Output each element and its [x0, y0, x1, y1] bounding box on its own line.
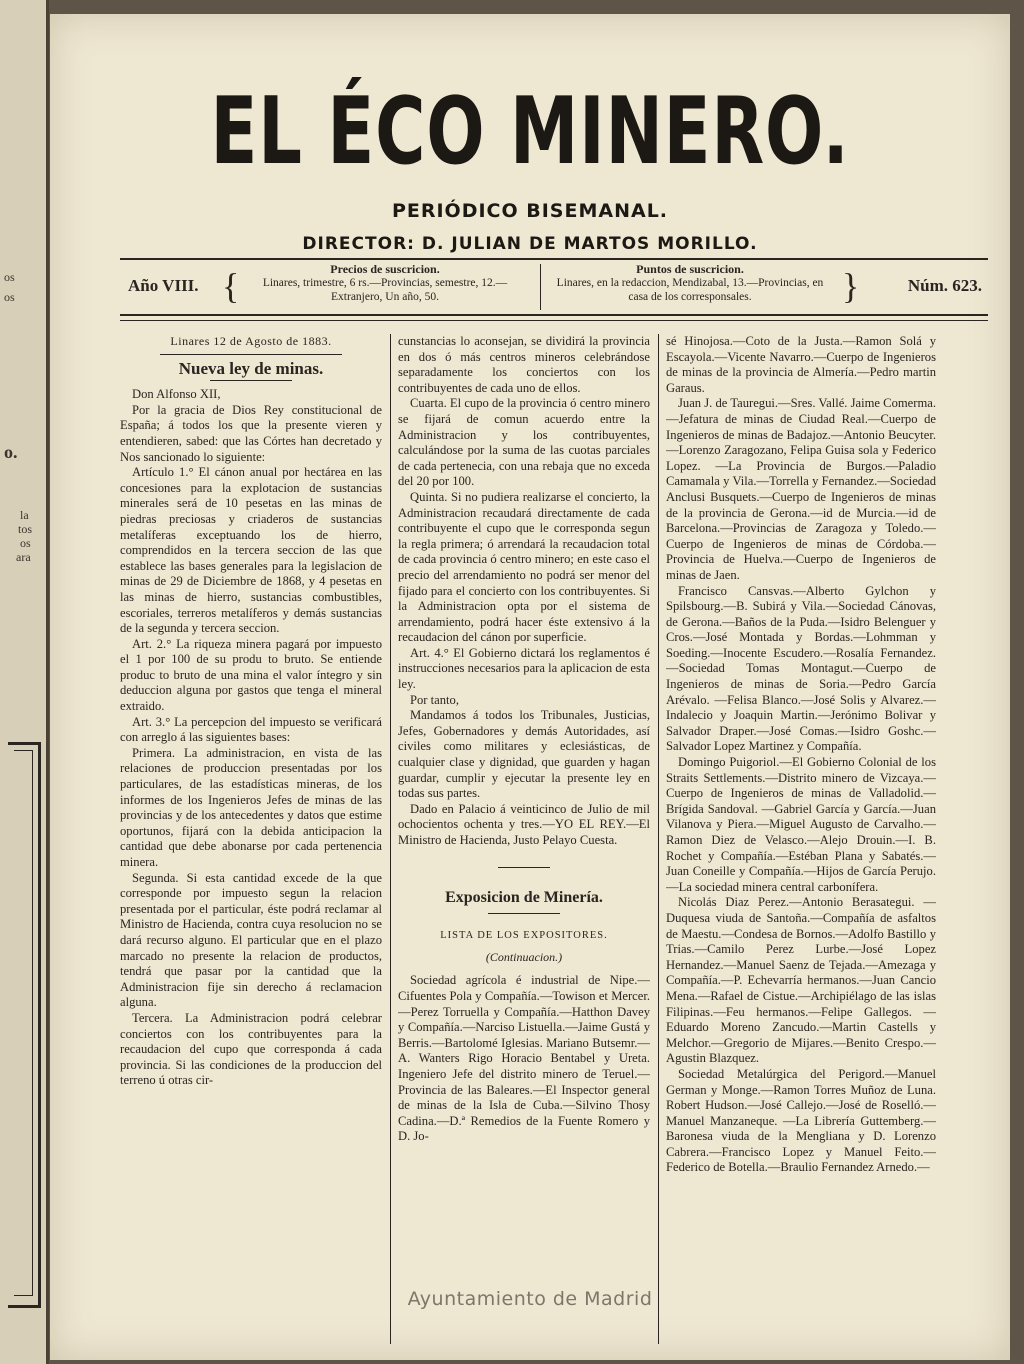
list-caption: LISTA DE LOS EXPOSITORES. [440, 930, 608, 942]
article-paragraph: cunstancias lo aconsejan, se dividirá la provincia en dos ó más centros mineros celebrándose separadamente los conciertos con los contribuyentes de cada uno de ellos. [398, 334, 650, 395]
strip-fragment: la [20, 508, 29, 522]
exhibitor-list: Francisco Cansvas.—Alberto Gylchon y Spilsbourg.—B. Subirá y Vila.—Sociedad Cánovas, de Gerona.—Baños de la Puda.—Isidro Belenguer y Cros.—José Montada y Bordas.—Lohmman y Soeding.—Inocente Escudero.—Rosalía Fernandez.—Sociedad Tomas Montagut.—Cuerpo de Ingenieros de minas de Soria.—Pedro García Arévalo. —Felisa Blanco.—José Solis y Alvarez.—Indalecio y Joaquin Martin.—Jerónimo Bolivar y Salvador Draper.—José Comas.—Isidro Goshc.—Salvador Lopez Martinez y Compañía. [666, 583, 936, 754]
column-1 [120, 334, 382, 1354]
strip-fragment: os [4, 270, 15, 284]
article-paragraph: Segunda. Si esta cantidad excede de la que corresponde por impuesto segun la relacion presentada por el particular, éste podrá reclamar al Ministro de Hacienda, contra cuya resolucion no se dará recurso alguno. El particular que en el plazo marcado no presente la relacion de productos, tendrá que pasar por la cantidad que la Administracion fije sin derecho á reclamacion alguna. [120, 870, 382, 1010]
newspaper-title: EL ÉCO MINERO. [210, 76, 850, 185]
brace-glyph: { [222, 266, 240, 306]
article-paragraph: Por la gracia de Dios Rey constitucional de España; á todos los que la presente vieren y entendieren, sabed: que las Córtes han decretado y Nos sancionado lo siguiente: [120, 402, 382, 464]
info-bar [120, 262, 988, 312]
strip-fragment: o. [4, 442, 18, 462]
newspaper-page [50, 14, 1010, 1360]
column-2 [398, 334, 650, 1354]
brace-glyph: } [842, 266, 860, 306]
exhibitor-list: Sociedad agrícola é industrial de Nipe.—Cifuentes Pola y Compañía.—Towison et Mercer.—Perez Torruella y Compañía.—Hatthon Davey y Compañía.—Narciso Listuella.—Jaime Gustá y Berris.—Bartolomé Iglesias. Mariano Butsemr.—A. Wanters Rigo Horacio Bentabel y Ureta. Ingeniero Jefe del distrito minero de Teruel.—Provincia de las Baleares.—El Inspector general de minas de la Isla de Cuba.—Silvino Thosy Cadina.—D.ª Remedios de la Fuente Romero y D. Jo- [398, 973, 650, 1144]
issue-number: Núm. 623. [907, 276, 982, 295]
article-paragraph: Art. 2.° La riqueza minera pagará por impuesto el 1 por 100 de su produ to bruto. Se entiende produc to bruto de una mina el valor íntegro y sin deduccion alguna por gastos que tenga el mineral extraido. [120, 636, 382, 714]
column-3 [666, 334, 936, 1354]
article-paragraph: Don Alfonso XII, [132, 387, 221, 402]
info-divider [540, 264, 541, 310]
article-paragraph: Artículo 1.° El cánon anual por hectárea en las concesiones para la explotacion de sustancias minerales será de 10 pesetas en las minas de piedras preciosas y criaderos de sustancias metalíferas exceptuando los de hierro, comprendidos en la tercera seccion de las que establece las bases generales para la legislacion de minas de 29 de Diciembre de 1868, y 4 pesetas en las minas de hierro, sustancias combustibles, escoriales, terreros metalíferos y demás sustancias de la segunda y tercera seccion. [120, 465, 382, 636]
article-paragraph: Art. 3.° La percepcion del impuesto se verificará con arreglo á las siguientes bases: [120, 714, 382, 745]
exhibitor-list: sé Hinojosa.—Coto de la Justa.—Ramon Solá y Escayola.—Vicente Navarro.—Cuerpo de Ingenieros de minas de la provincia de Almería.—Pedro martin Garaus. [666, 334, 936, 395]
strip-fragment: os [20, 536, 31, 550]
newspaper-subtitle: PERIÓDICO BISEMANAL. [391, 200, 669, 222]
article-paragraph: Quinta. Si no pudiera realizarse el concierto, la Administracion recaudará directamente de cada contribuyente el cupo que le corresponda segun la regla primera; ó arrendará la recaudacion total de cada provincia ó centro minero; en este caso el precio del arrendamiento no podrá ser menor del fijado para el concierto con los contribuyentes. Si la Administracion opta por el sistema de arrendamiento, podrá hacer éste extensivo á la recaudacion del cánon por superficie. [398, 489, 650, 645]
exhibitor-list: Sociedad Metalúrgica del Perigord.—Manuel German y Monge.—Ramon Torres Muñoz de Luna. Robert Hudson.—José Callejo.—José de Roselló.—Manuel Manzaneque. —La Librería Guttemberg.—Baronesa viuda de la Mengliana y D. Lorenzo Cabrera.—Francisco Lopez y Manuel Feito.—Federico de Botella.—Braulio Fernandez Arnedo.— [666, 1066, 936, 1175]
subscription-prices [240, 262, 530, 304]
ornamental-frame-inner [14, 750, 33, 1296]
article-paragraph: Mandamos á todos los Tribunales, Justicias, Jefes, Gobernadores y demás Autoridades, así civiles como militares y eclesiásticas, de cualquier clase y dignidad, que guarden y hagan guardar, cumplir y ejecutar la presente ley en todas sus partes. [398, 708, 650, 801]
subscription-points [550, 262, 830, 304]
strip-fragment: os [4, 290, 15, 304]
info-bottom-rule-thin [120, 320, 988, 321]
heading-rule [210, 380, 292, 381]
article-paragraph: Dado en Palacio á veinticinco de Julio de mil ochocientos ochenta y tres.—YO EL REY.—El Ministro de Hacienda, Justo Pelayo Cuesta. [398, 801, 650, 847]
article-paragraph: Art. 4.° El Gobierno dictará los reglamentos é instrucciones necesarios para la aplicacion de esta ley. [398, 645, 650, 692]
column-divider [658, 334, 659, 1344]
exhibitor-list: Juan J. de Tauregui.—Sres. Vallé. Jaime Comerma.—Jefatura de minas de Ciudad Real.—Cuerpo de Ingenieros de minas de Badajoz.—Antonio Beucyter.—Lorenzo Zaragozano, Felipa Guisa sola y Federico Lopez. —La Provincia de Burgos.—Paladio Camamala y Vila.—Torrella y Fernandez.—Sociedad Anclusi Busquets.—Cuerpo de Ingenieros de minas de la provincia de Gerona.—id de Murcia.—id de Barcelona.—Provincias de Zaragoza y Toledo.—Cuerpo de Ingenieros de minas de Córdoba.—Provincia de Huelva.—Cuerpo de Ingenieros de minas de Jaen. [666, 396, 936, 582]
points-text: Linares, en la redaccion, Mendizabal, 13.—Provincias, en casa de los corresponsales. [556, 277, 824, 303]
continuation-note: (Continuacion.) [485, 949, 563, 964]
dateline: Linares 12 de Agosto de 1883. [170, 334, 332, 348]
heading-rule [488, 913, 560, 914]
prices-title: Precios de suscricion. [330, 262, 440, 276]
adjacent-page-strip [0, 0, 49, 1364]
article-heading: Nueva ley de minas. [178, 358, 324, 378]
exhibitor-list: Domingo Puigoriol.—El Gobierno Colonial de los Straits Settlements.—Distrito minero de Vizcaya.—Cuerpo de Ingenieros de minas de Valladolid.—Brígida Sandoval. —Gabriel García y García.—Juan Vilanova y Piera.—Miguel Augusto de Carvalho.—Ramon Diez de Velasco.—Alejo Drouin.—I. B. Rochet y Compañía.—Estéban Plana y Sabatés.—Juan Coneille y Compañía.—Hijos de García Perujo.—La sociedad minera central carbonífera. [666, 755, 936, 894]
dateline-rule [160, 354, 342, 355]
year-label: Año VIII. [128, 276, 199, 295]
archive-watermark: Ayuntamiento de Madrid [407, 1288, 653, 1310]
strip-fragment: ara [16, 550, 31, 564]
exhibitor-list: Nicolás Diaz Perez.—Antonio Berasategui. —Duquesa viuda de Santoña.—Compañía de asfaltos de Maestu.—Condesa de Bornos.—Adolfo Bastillo y Trias.—Camilo Perez Lurbe.—José Lopez Hernandez.—Manuel Saenz de Tejada.—Amezaga y Compañía.—P. Echevarría hermanos.—Juan Cancio Mena.—Rafael de Cistue.—Archipiélago de las islas Filipinas.—Feu hermanos.—Felipe Gallegos. —Eduardo Moreno Zancudo.—Martin Castells y Melchor.—Gregorio de Mijares.—Benito Crespo.—Agustin Blazquez. [666, 895, 936, 1066]
strip-fragment: tos [18, 522, 33, 536]
article-paragraph: Tercera. La Administracion podrá celebrar conciertos con los contribuyentes para la recaudacion del cupo que corresponda á cada provincia. Si las condiciones de la produccion del terreno ú otras cir- [120, 1010, 382, 1088]
prices-text: Linares, trimestre, 6 rs.—Provincias, semestre, 12.—Extranjero, Un año, 50. [262, 277, 508, 303]
section-rule [498, 867, 550, 868]
column-divider [390, 334, 391, 1344]
points-title: Puntos de suscricion. [636, 262, 744, 276]
article-paragraph: Primera. La administracion, en vista de las relaciones de produccion presentadas por los particulares, de las estadísticas mineras, de los informes de los Ingenieros Jefes de minas de las provincias y de los antecedentes y datos que estime oportunos, fijará con la debida anticipacion la cantidad que debe abonarse por cada pertenencia minera. [120, 745, 382, 869]
article-paragraph: Cuarta. El cupo de la provincia ó centro minero se fijará de comun acuerdo entre la Administracion y los contribuyentes, calculándose por la suma de las cuotas parciales de cada pertenecia, con una rebaja que no exceda del 20 por 100. [398, 396, 650, 489]
top-rule [120, 258, 988, 260]
section-heading: Exposicion de Minería. [445, 888, 603, 906]
director-line: DIRECTOR: D. JULIAN DE MARTOS MORILLO. [302, 234, 758, 254]
info-bottom-rule [120, 314, 988, 316]
article-paragraph: Por tanto, [410, 692, 459, 707]
